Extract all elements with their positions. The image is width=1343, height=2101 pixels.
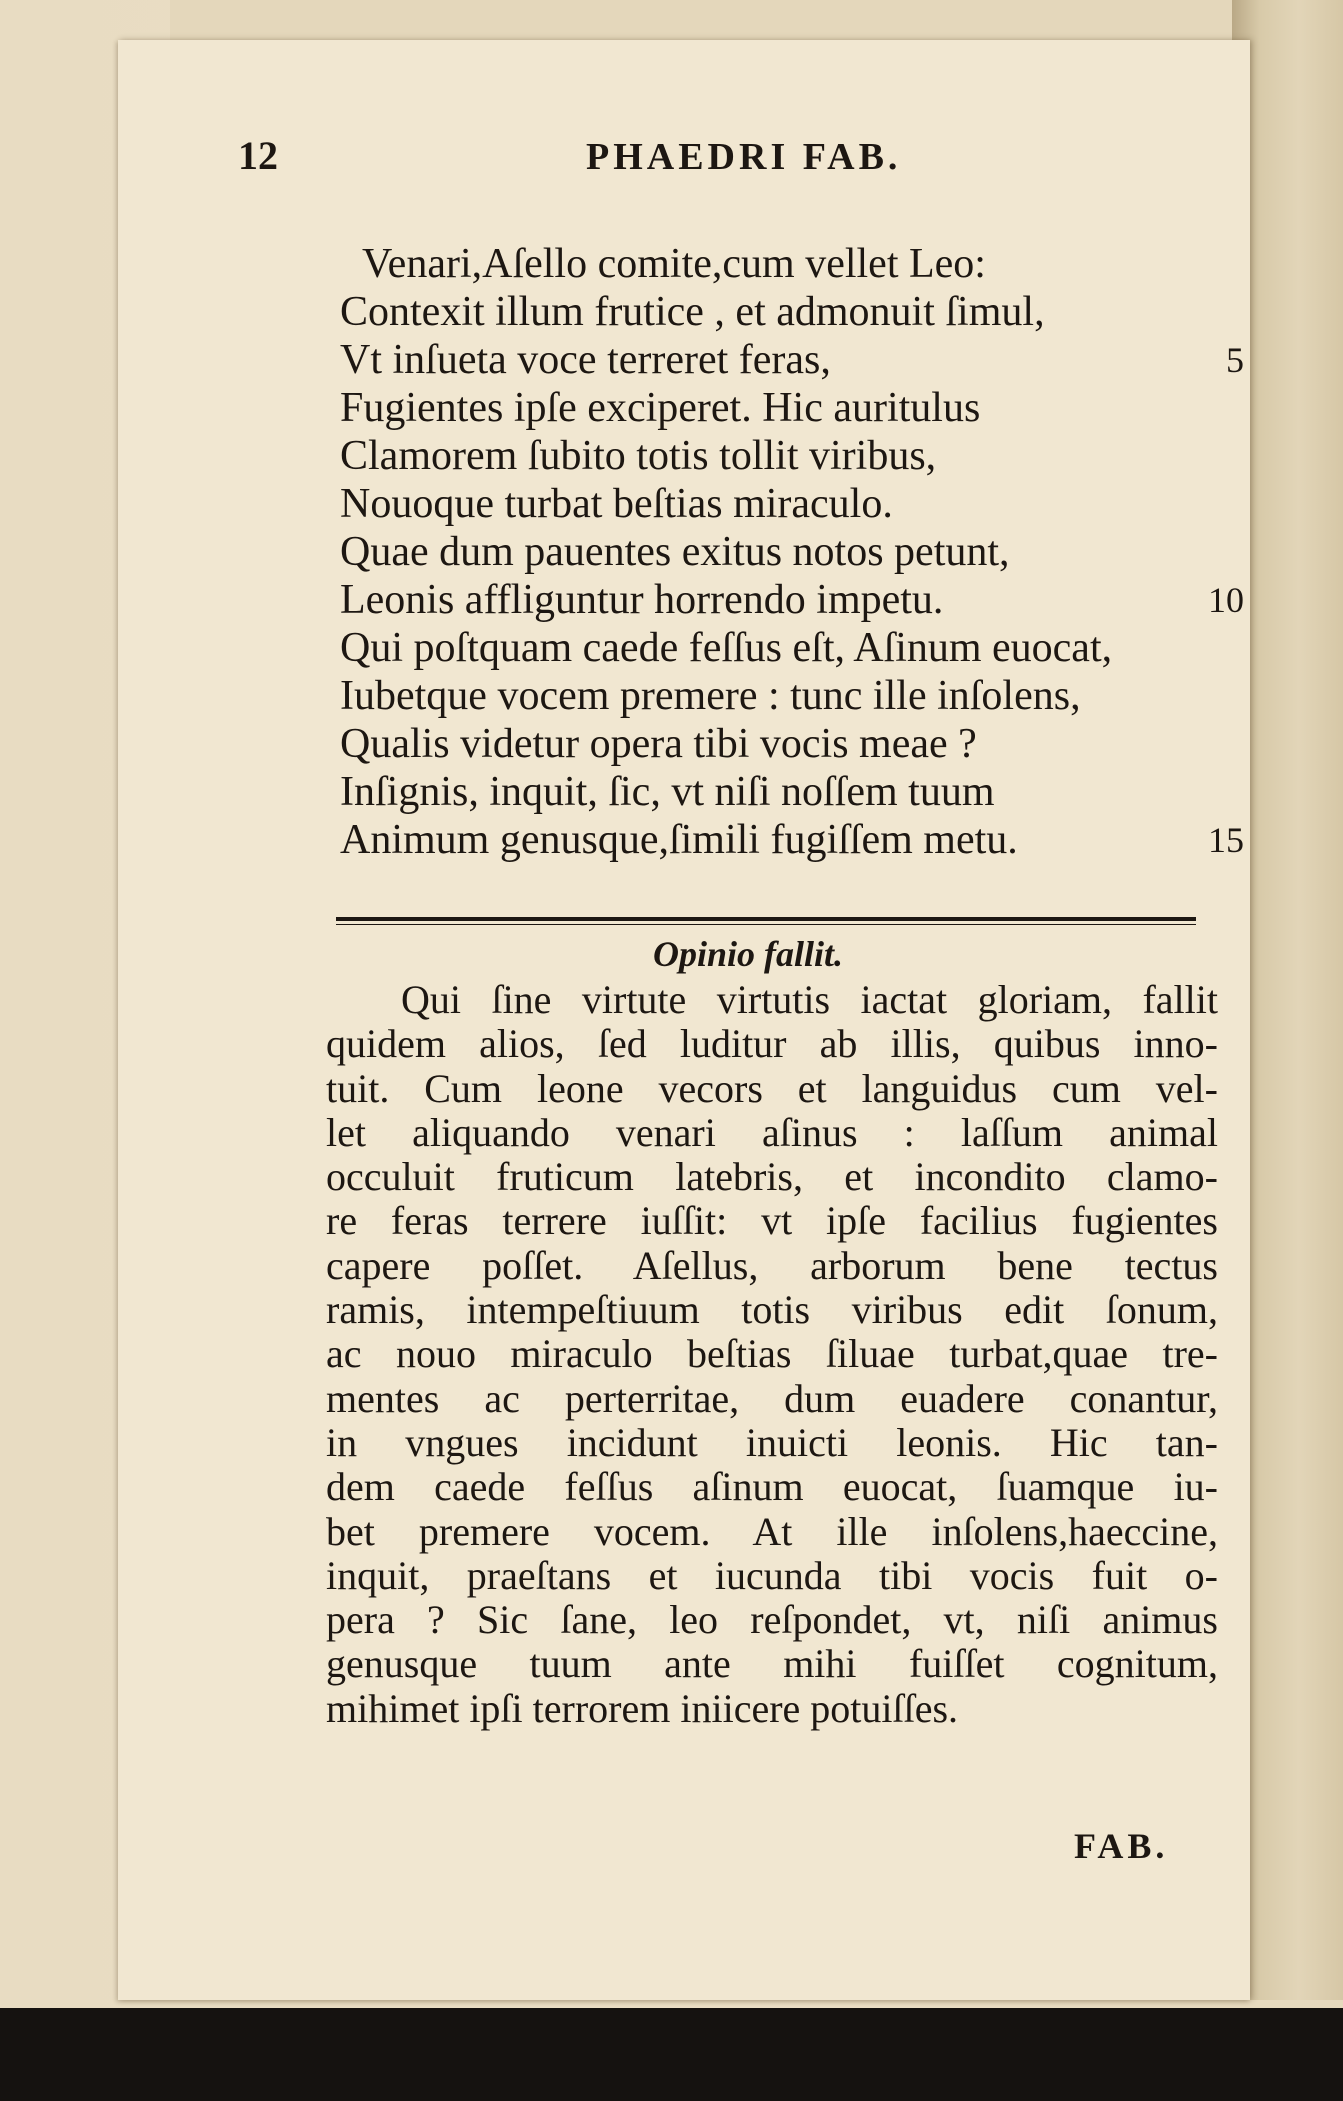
prose-line: mihimet ipſi terrorem iniicere potuiſſes. (326, 1685, 959, 1731)
verse-line (340, 720, 1210, 768)
catchword: FAB. (1074, 1826, 1169, 1866)
prose-line: bet premere vocem. At ille inſolens,haeccine, (326, 1508, 1218, 1554)
prose-line: pera ? Sic ſane, leo reſpondet, vt, niſi animus (326, 1597, 1218, 1643)
verse-text: Quae dum pauentes exitus notos petunt, (340, 529, 1010, 575)
verse-text: Contexit illum frutice , et admonuit ſimul, (340, 289, 1045, 335)
verse-text: Iubetque vocem premere : tunc ille inſolens, (340, 673, 1081, 719)
section-rule-thin (336, 924, 1196, 925)
prose-line: ramis, intempeſtiuum totis viribus edit ſonum, (326, 1287, 1218, 1333)
verse-text: Qui poſtquam caede feſſus eſt, Aſinum euocat, (340, 625, 1113, 671)
section-title: Opinio fallit. (653, 934, 844, 974)
verse-text: Vt inſueta voce terreret feras, (340, 337, 831, 383)
verse-line (340, 624, 1210, 672)
verse-block (340, 240, 1244, 864)
prose-line: genusque tuum ante mihi fuiſſet cognitum, (326, 1641, 1218, 1687)
verse-line (340, 768, 1210, 816)
prose-block (326, 978, 1218, 1731)
verse-line (340, 288, 1210, 336)
prose-line: let aliquando venari aſinus : laſſum animal (326, 1109, 1218, 1155)
verse-line (340, 240, 1210, 288)
prose-line: in vngues incidunt inuicti leonis. Hic tan- (326, 1419, 1218, 1465)
verse-line (340, 384, 1210, 432)
verse-text: Qualis videtur opera tibi vocis meae ? (340, 721, 977, 767)
verse-text: Clamorem ſubito totis tollit viribus, (340, 433, 937, 479)
prose-line: ac nouo miraculo beſtias ſiluae turbat,quae tre- (326, 1331, 1218, 1377)
verse-line (340, 576, 1244, 624)
running-head: PHAEDRI FAB. (586, 136, 902, 178)
prose-line: Qui ſine virtute virtutis iactat gloriam, fallit (401, 977, 1218, 1022)
prose-line: mentes ac perterritae, dum euadere conantur, (326, 1375, 1218, 1421)
verse-line (340, 432, 1210, 480)
verse-line (340, 528, 1210, 576)
section-rule (336, 917, 1196, 921)
verse-line (340, 336, 1244, 384)
book-page (118, 40, 1250, 2000)
prose-line: re feras terrere iuſſit: vt ipſe facilius fugientes (326, 1198, 1218, 1244)
prose-line: inquit, praeſtans et iucunda tibi vocis fuit o- (326, 1552, 1218, 1598)
prose-line: occuluit fruticum latebris, et incondito clamo- (326, 1154, 1218, 1200)
page-number: 12 (238, 133, 278, 178)
verse-text: Nouoque turbat beſtias miraculo. (340, 481, 893, 527)
prose-line: tuit. Cum leone vecors et languidus cum vel- (326, 1065, 1218, 1111)
scan-bottom-border (0, 2008, 1343, 2101)
verse-text: Venari,Aſello comite,cum vellet Leo: (362, 241, 986, 287)
line-number: 10 (1208, 580, 1244, 620)
prose-line: dem caede feſſus aſinum euocat, ſuamque iu- (326, 1464, 1218, 1510)
prose-line: capere poſſet. Aſellus, arborum bene tectus (326, 1242, 1218, 1288)
verse-line (340, 672, 1210, 720)
verse-text: Inſignis, inquit, ſic, vt niſi noſſem tuum (340, 769, 995, 815)
verse-line (340, 816, 1244, 864)
line-number: 5 (1226, 340, 1244, 380)
verse-text: Leonis affliguntur horrendo impetu. (340, 577, 944, 623)
line-number: 15 (1208, 820, 1244, 860)
verse-text: Fugientes ipſe exciperet. Hic auritulus (340, 385, 981, 431)
verse-text: Animum genusque,ſimili fugiſſem metu. (340, 817, 1018, 863)
prose-line: quidem alios, ſed luditur ab illis, quibus inno- (326, 1021, 1218, 1067)
verse-line (340, 480, 1210, 528)
